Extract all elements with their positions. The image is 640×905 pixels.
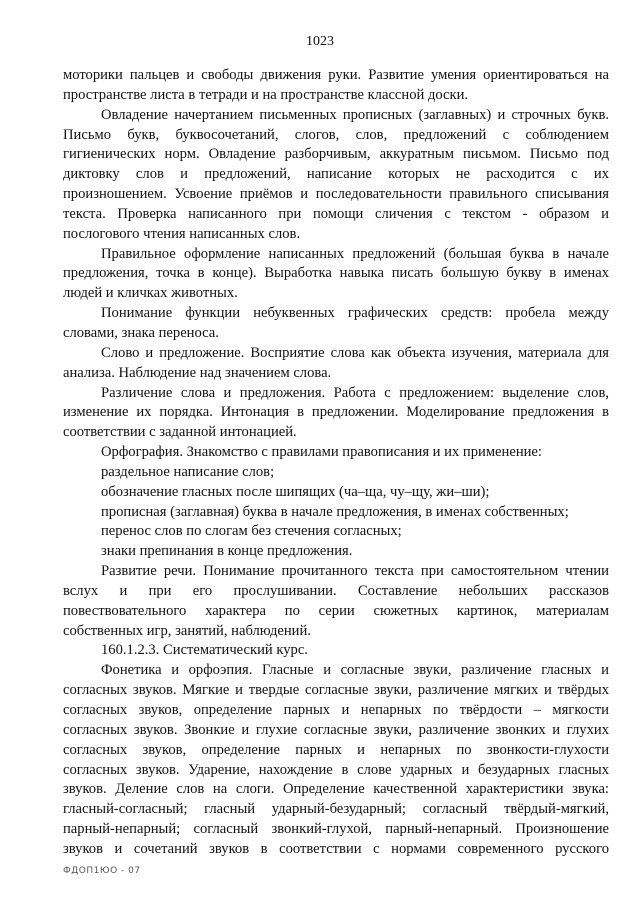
text-line: повествовательного характера по серии сюжетных картинок, материалам [63, 602, 609, 619]
text-line: согласных звуков. Мягкие и твердые согласные звуки, различение мягких и твёрдых [63, 682, 609, 699]
text-line: звуков и сочетаний звуков в соответствии с нормами современного русского [63, 840, 609, 857]
text-line: 160.1.2.3. Систематический курс. [101, 642, 308, 659]
text-line: соответствии с заданной интонацией. [63, 424, 297, 441]
page-footer: ФДОП1ЮО - 07 [63, 866, 141, 876]
text-line: словами, знака переноса. [63, 324, 219, 341]
text-line: звуков. Деление слов на слоги. Определение качественной характеристики звука: [63, 781, 609, 798]
text-line: диктовку слов и предложений, написание которых не расходится с их [63, 166, 609, 183]
text-line: людей и кличках животных. [63, 285, 238, 302]
text-line: обозначение гласных после шипящих (ча–ща, чу–щу, жи–ши); [101, 483, 490, 500]
text-line: текста. Проверка написанного при помощи сличения с текстом - образом и [63, 205, 609, 222]
text-line: произношением. Усвоение приёмов и последовательности правильного списывания [63, 186, 609, 203]
text-line: согласных звуков. Звонкие и глухие согласные звуки, различение звонких и глухих [63, 721, 609, 738]
text-line: согласных звуков. Ударение, нахождение в слове ударных и безударных гласных [63, 761, 609, 778]
page-number: 1023 [306, 34, 334, 49]
text-line: вслух и при его прослушивании. Составление небольших рассказов [63, 582, 609, 599]
text-line: моторики пальцев и свободы движения руки. Развитие умения ориентироваться на [63, 67, 609, 83]
text-line: Слово и предложение. Восприятие слова как объекта изучения, материала для [101, 344, 609, 361]
text-line: послогового чтения написанных слов. [63, 225, 301, 242]
text-line: перенос слов по слогам без стечения согласных; [101, 523, 402, 540]
text-line: собственных игр, занятий, наблюдений. [63, 622, 311, 639]
text-line: Различение слова и предложения. Работа с предложением: выделение слов, [101, 384, 609, 401]
text-line: Письмо букв, буквосочетаний, слогов, слов, предложений с соблюдением [63, 126, 609, 143]
text-line: гласный-согласный; гласный ударный-безударный; согласный твёрдый-мягкий, [63, 801, 609, 818]
text-line: пространстве листа в тетради и на пространстве классной доски. [63, 86, 469, 103]
text-line: знаки препинания в конце предложения. [101, 543, 353, 560]
text-line: парный-непарный; согласный звонкий-глухой, парный-непарный. Произношение [63, 821, 609, 838]
text-line: прописная (заглавная) буква в начале предложения, в именах собственных; [101, 503, 569, 520]
text-line: Орфография. Знакомство с правилами правописания и их применение: [101, 444, 542, 461]
text-line: согласных звуков, определение парных и непарных по твёрдости – мягкости [63, 702, 609, 718]
text-line: Правильное оформление написанных предложений (большая буква в начале [101, 245, 609, 262]
text-line: Фонетика и орфоэпия. Гласные и согласные звуки, различение гласных и [101, 662, 609, 679]
text-line: Понимание функции небуквенных графических средств: пробела между [101, 305, 609, 322]
text-line: предложения, точка в конце). Выработка навыка писать большую букву в именах [63, 265, 609, 282]
text-line: гигиенических норм. Овладение разборчивым, аккуратным письмом. Письмо под [63, 146, 609, 163]
text-line: согласных звуков, определение парных и непарных по звонкости-глухости [63, 741, 609, 758]
text-line: Развитие речи. Понимание прочитанного текста при самостоятельном чтении [101, 563, 609, 580]
text-line: изменение их порядка. Интонация в предложении. Моделирование предложения в [63, 404, 609, 421]
text-line: анализа. Наблюдение над значением слова. [63, 364, 332, 381]
text-line: Овладение начертанием письменных прописных (заглавных) и строчных букв. [101, 106, 609, 123]
document-body [63, 66, 609, 860]
text-line: раздельное написание слов; [101, 463, 275, 480]
